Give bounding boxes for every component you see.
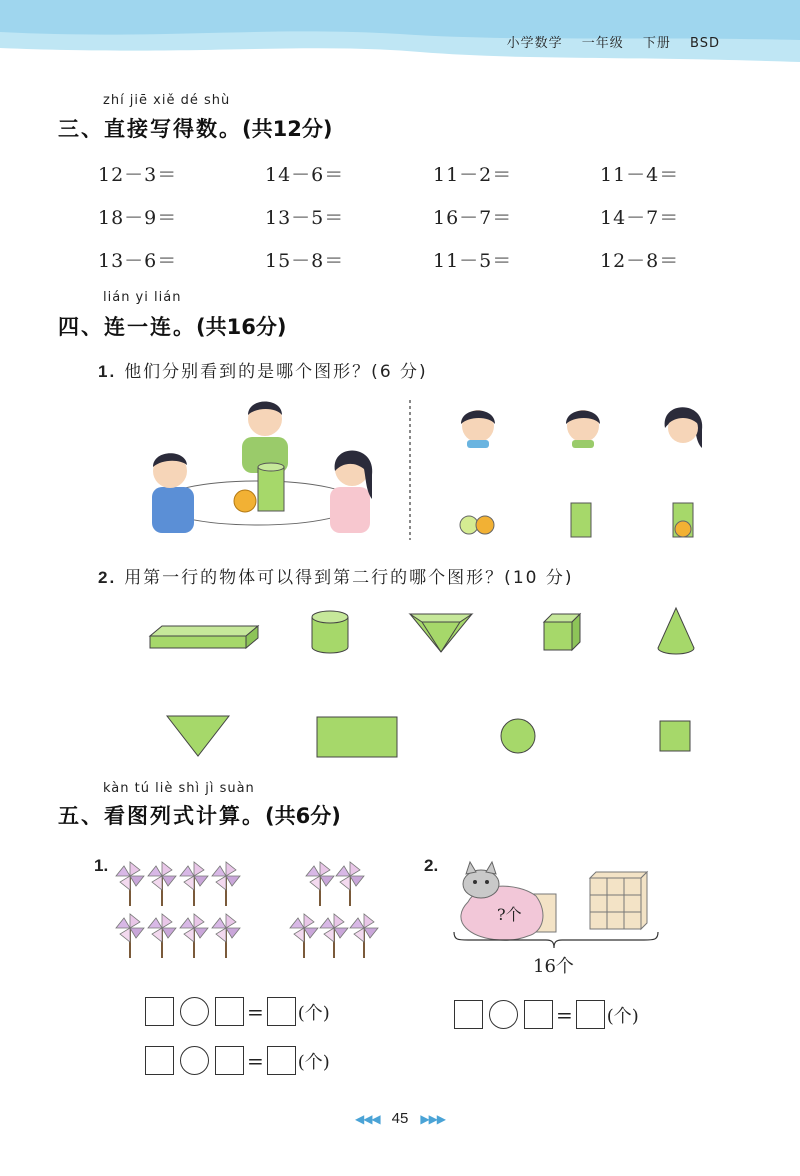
cone-icon bbox=[656, 606, 696, 656]
page-number: 45 bbox=[391, 1110, 409, 1127]
equation: 16－7＝ bbox=[433, 207, 513, 229]
operator-circle[interactable] bbox=[489, 1000, 518, 1029]
answer-row bbox=[145, 1046, 330, 1075]
section4-pinyin: lián yi lián bbox=[103, 290, 182, 305]
pinwheel-icon bbox=[180, 914, 208, 958]
view-rectangle-with-ball bbox=[672, 502, 694, 538]
pinwheel-icon bbox=[320, 914, 348, 958]
total-label: 16个 bbox=[533, 956, 574, 977]
answer-box[interactable] bbox=[145, 997, 174, 1026]
dashed-divider bbox=[408, 400, 412, 540]
pinwheel-icon bbox=[350, 914, 378, 958]
page-footer bbox=[0, 1110, 800, 1127]
child-back bbox=[242, 402, 288, 474]
unit-label: (个) bbox=[606, 1005, 639, 1027]
equals-sign: = bbox=[247, 1048, 264, 1073]
equation: 13－6＝ bbox=[98, 250, 178, 272]
equation: 11－4＝ bbox=[600, 164, 680, 186]
rectangle-shape bbox=[316, 716, 398, 758]
answer-row bbox=[454, 1000, 639, 1029]
q1-text: 他们分别看到的是哪个图形？(6 分) bbox=[124, 362, 428, 382]
right-arrows-icon: ▶▶▶ bbox=[420, 1112, 446, 1126]
pinwheels-illustration bbox=[114, 856, 384, 966]
child-left bbox=[152, 453, 194, 533]
equation: 11－5＝ bbox=[433, 250, 513, 272]
q2-number: 2. bbox=[98, 568, 117, 587]
answer-box[interactable] bbox=[267, 997, 296, 1026]
equation: 11－2＝ bbox=[433, 164, 513, 186]
header-meta bbox=[493, 32, 720, 51]
pinwheel-icon bbox=[148, 914, 176, 958]
unit-label: (个) bbox=[297, 1051, 330, 1073]
flat-cuboid-icon bbox=[148, 624, 260, 650]
view-rectangle bbox=[570, 502, 592, 538]
answer-box[interactable] bbox=[267, 1046, 296, 1075]
boy-face-side-view bbox=[455, 402, 501, 450]
pinwheel-icon bbox=[212, 914, 240, 958]
section5-points: (共6分) bbox=[265, 804, 341, 828]
cube-icon bbox=[542, 612, 582, 652]
header-edition: BSD bbox=[690, 36, 720, 51]
left-arrows-icon: ◀◀◀ bbox=[354, 1112, 380, 1126]
section5-title bbox=[58, 800, 341, 830]
pinwheel-icon bbox=[180, 862, 208, 906]
section5-q1-number: 1. bbox=[94, 856, 109, 875]
section4-q1 bbox=[98, 357, 428, 382]
answer-box[interactable] bbox=[524, 1000, 553, 1029]
equation: 15－8＝ bbox=[265, 250, 345, 272]
section3-points: (共12分) bbox=[242, 117, 333, 141]
section3-title bbox=[58, 113, 332, 143]
answer-row bbox=[145, 997, 330, 1026]
header-volume: 下册 bbox=[642, 36, 671, 51]
pinwheel-icon bbox=[148, 862, 176, 906]
triangular-prism-icon bbox=[408, 612, 474, 654]
pinwheel-icon bbox=[116, 914, 144, 958]
equation: 14－6＝ bbox=[265, 164, 345, 186]
header-subject: 小学数学 bbox=[506, 36, 563, 51]
pinwheel-icon bbox=[212, 862, 240, 906]
answer-box[interactable] bbox=[454, 1000, 483, 1029]
answer-box[interactable] bbox=[215, 997, 244, 1026]
view-two-circles bbox=[458, 513, 498, 537]
triangle-shape bbox=[165, 714, 231, 758]
answer-box[interactable] bbox=[145, 1046, 174, 1075]
equation: 13－5＝ bbox=[265, 207, 345, 229]
bag-label: ?个 bbox=[497, 905, 522, 924]
girl-face-view bbox=[660, 398, 706, 452]
boy-face-front-view bbox=[560, 402, 606, 450]
operator-circle[interactable] bbox=[180, 1046, 209, 1075]
section3-pinyin: zhí jiē xiě dé shù bbox=[103, 93, 231, 108]
child-right bbox=[330, 450, 372, 533]
operator-circle[interactable] bbox=[180, 997, 209, 1026]
equation: 12－3＝ bbox=[98, 164, 178, 186]
pinwheel-icon bbox=[290, 914, 318, 958]
circle-shape bbox=[499, 717, 537, 755]
cube-stack bbox=[590, 872, 647, 929]
equals-sign: = bbox=[247, 999, 264, 1024]
section4-title bbox=[58, 311, 286, 341]
equation: 18－9＝ bbox=[98, 207, 178, 229]
q1-number: 1. bbox=[98, 362, 117, 381]
section3-title-text: 三、直接写得数。 bbox=[58, 117, 242, 141]
unit-label: (个) bbox=[297, 1002, 330, 1024]
section4-title-text: 四、连一连。 bbox=[58, 315, 196, 339]
equation: 12－8＝ bbox=[600, 250, 680, 272]
square-shape bbox=[659, 720, 691, 752]
answer-box[interactable] bbox=[215, 1046, 244, 1075]
header-grade: 一年级 bbox=[581, 36, 624, 51]
section4-points: (共16分) bbox=[196, 315, 287, 339]
section5-title-text: 五、看图列式计算。 bbox=[58, 804, 265, 828]
pinwheel-icon bbox=[336, 862, 364, 906]
cylinder-icon bbox=[310, 609, 350, 655]
pinwheel-icon bbox=[306, 862, 334, 906]
answer-box[interactable] bbox=[576, 1000, 605, 1029]
q2-text: 用第一行的物体可以得到第二行的哪个图形？(10 分) bbox=[124, 568, 574, 588]
section5-q2-number: 2. bbox=[424, 856, 439, 875]
table-scene-illustration bbox=[140, 395, 380, 543]
equals-sign: = bbox=[556, 1002, 573, 1027]
pinwheel-icon bbox=[116, 862, 144, 906]
section4-q2 bbox=[98, 563, 574, 588]
equation: 14－7＝ bbox=[600, 207, 680, 229]
section5-pinyin: kàn tú liè shì jì suàn bbox=[103, 781, 255, 796]
